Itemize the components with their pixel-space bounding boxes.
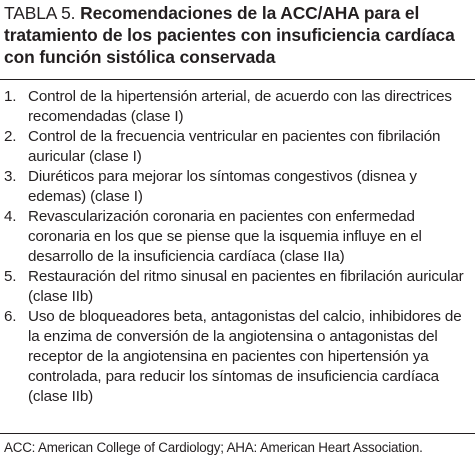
list-item xyxy=(4,267,472,307)
table-footnote: ACC: American College of Cardiology; AHA: American Heart Association. xyxy=(4,440,423,455)
list-item xyxy=(4,167,472,207)
item-number: 3. xyxy=(4,168,17,185)
list-item xyxy=(4,207,472,267)
item-text: Revascularización coronaria en pacientes con enfermedad coronaria en los que se piense que la isquemia influye en el desarrollo de la insuficiencia cardíaca (clase IIa) xyxy=(28,208,422,265)
top-divider xyxy=(0,79,475,80)
table-label: TABLA 5. xyxy=(4,3,76,23)
list-item xyxy=(4,127,472,167)
item-text: Restauración del ritmo sinusal en pacientes en fibrilación auricular (clase IIb) xyxy=(28,268,464,305)
item-number: 6. xyxy=(4,308,17,325)
item-text: Diuréticos para mejorar los síntomas congestivos (disnea y edemas) (clase I) xyxy=(28,168,417,205)
list-item xyxy=(4,307,472,407)
list-item xyxy=(4,87,472,127)
item-number: 4. xyxy=(4,208,17,225)
item-text: Uso de bloqueadores beta, antagonistas del calcio, inhibidores de la enzima de conversión de la angiotensina o antagonistas del receptor de la angiotensina en pacientes con hipertensión ya controlada, para reducir los síntomas de insuficiencia cardíaca (clase IIb) xyxy=(28,308,462,405)
recommendation-list xyxy=(4,87,472,407)
item-number: 1. xyxy=(4,88,17,105)
bottom-divider xyxy=(0,433,475,434)
item-number: 2. xyxy=(4,128,17,145)
item-text: Control de la frecuencia ventricular en pacientes con fibrilación auricular (clase I) xyxy=(28,128,441,165)
item-text: Control de la hipertensión arterial, de acuerdo con las directrices recomendadas (clase I) xyxy=(28,88,452,125)
item-number: 5. xyxy=(4,268,17,285)
table-title xyxy=(4,2,470,68)
table-title-text: Recomendaciones de la ACC/AHA para el tratamiento de los pacientes con insuficiencia cardíaca con función sistólica conservada xyxy=(4,3,455,67)
